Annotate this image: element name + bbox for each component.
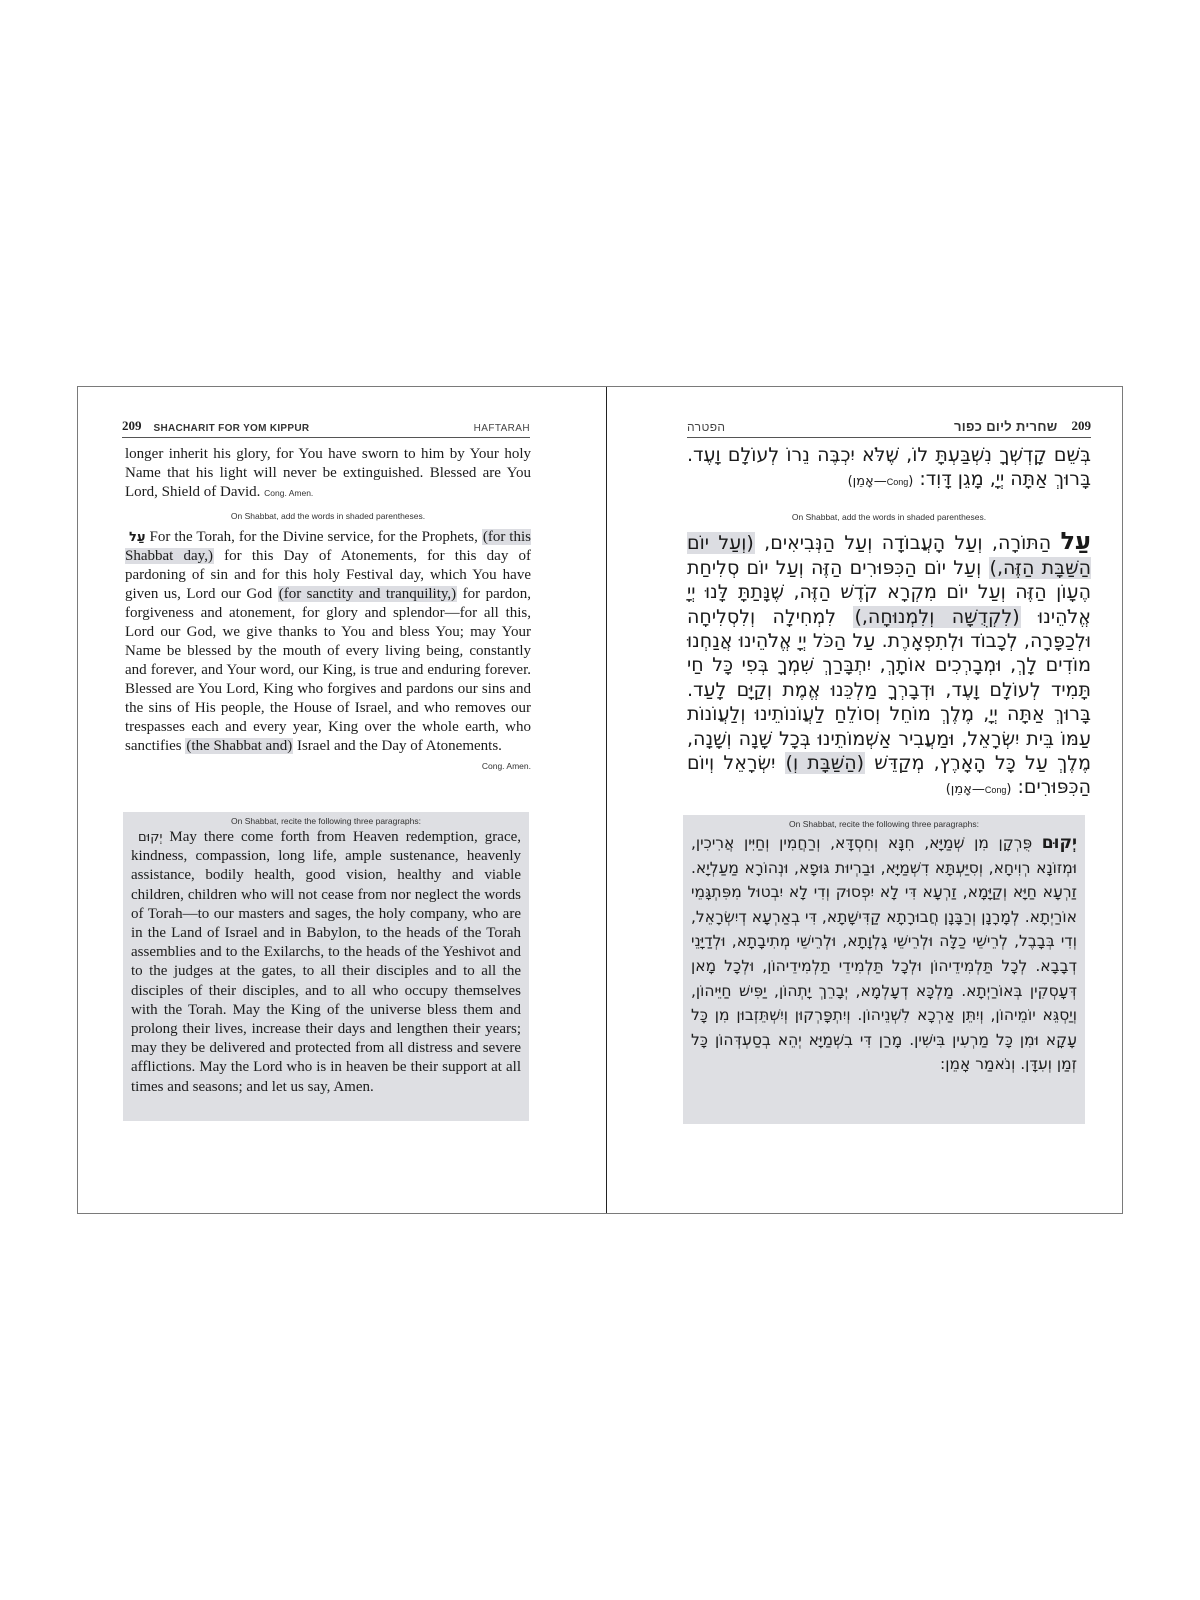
english-page	[78, 387, 606, 1213]
shaded-insertion: (וְעַל יוֹם הַשַּׁבָּת הַזֶּה,)	[687, 532, 1091, 579]
congregation-response: Cong. Amen.	[481, 761, 531, 771]
running-header	[122, 420, 530, 438]
blessing-section	[687, 505, 1091, 803]
shaded-insertion: (לִקְדֻשָּׁה וְלִמְנוּחָה,)	[854, 605, 1020, 628]
text-segment: For the Torah, for the Divine service, for the Prophets,	[145, 529, 482, 545]
shaded-insertion: (הַשַּׁבָּת וְ)	[785, 752, 865, 775]
hebrew-lead-word: עַל	[129, 530, 146, 545]
section-title: HAFTARAH	[473, 423, 530, 434]
text-segment: יִשְׂרָאֵל וְיוֹם הַכִּפּוּרִים:	[687, 752, 1091, 799]
text-segment: לִמְחִילָה וְלִסְלִיחָה וּלְכַפָּרָה, לְכָבוֹד וּלְתִפְאָרֶת. עַל הַכֹּל יְיָ אֱלֹהֵינוּ אֲנַחְנוּ מוֹדִים לָךְ, וּמְבָרְכִים אוֹתָךְ, יִתְבָּרַךְ שִׁמְךָ בְּפִי כָּל חַי תָּמִיד לְעוֹלָם וָעֶד, וּדְבָרְךָ מַלְכֵּנוּ אֱמֶת וְקַיָּם לָעַד. בָּרוּךְ אַתָּה יְיָ, מֶלֶךְ מוֹחֵל וְסוֹלֵחַ לַעֲוֹנוֹתֵינוּ וְלַעֲוֹנוֹת עַמּוֹ בֵּית יִשְׂרָאֵל, וּמַעֲבִיר אַשְׁמוֹתֵינוּ בְּכָל שָׁנָה וְשָׁנָה, מֶלֶךְ עַל כָּל הָאָרֶץ, מְקַדֵּשׁ	[687, 605, 1091, 775]
blessing-paragraph	[125, 528, 531, 756]
congregation-response	[946, 782, 1012, 797]
paragraph-text: בְּשֵׁם קָדְשְׁךָ נִשְׁבַּעְתָּ לוֹ, שֶׁלֹּא יִכְבֶּה נֵרוֹ לְעוֹלָם וָעֶד. בָּרוּךְ אַתָּה יְיָ, מָגֵן דָּוִד:	[687, 444, 1091, 491]
book-spread	[77, 386, 1123, 1214]
blessing-paragraph	[687, 529, 1091, 802]
paren: (	[1006, 782, 1012, 798]
text-segment: הַתּוֹרָה, וְעַל הָעֲבוֹדָה וְעַל הַנְּבִיאִים,	[754, 532, 1061, 555]
opening-paragraph	[687, 443, 1091, 495]
paragraph-text: longer inherit his glory, for You have sworn to him by Your holy Name that his light will never be extinguished. Blessed are You Lord, Shield of David.	[125, 446, 531, 500]
congregation-response: Cong. Amen.	[264, 488, 314, 498]
paren: (	[908, 474, 914, 490]
text-segment: for this Day of Atonements, for this day of pardoning of sin and for this holy Festival day, which You have given us, Lord our God	[125, 548, 532, 602]
rubric-note: On Shabbat, recite the following three paragraphs:	[789, 819, 979, 829]
shaded-insertion: (for sanctity and tranquility,)	[278, 586, 457, 602]
congregation-response	[848, 474, 914, 489]
paragraph-text: פֻּרְקָן מִן שְׁמַיָּא, חִנָּא וְחִסְדָּא, וְרַחֲמִין וְחַיִּין אֲרִיכִין, וּמְזוֹנָא רְוִיחָא, וְסִיַּעְתָּא דִשְׁמַיָּא, וּבַרְיוּת גּוּפָא, וּנְהוֹרָא מַעַלְיָא. זַרְעָא חַיָּא וְקַיָּמָא, זַרְעָא דִּי לָא יִפְסוּק וְדִי לָא יִבְטוּל מִפִּתְגָּמֵי אוֹרַיְתָא. לְמָרָנָן וְרַבָּנָן חֲבוּרָתָא קַדִּישָׁתָא, דִּי בְאַרְעָא דְיִשְׂרָאֵל, וְדִי בְּבָבֶל, לְרֵישֵׁי כַלָּה וּלְרֵישֵׁי גָלְוָתָא, וּלְרֵישֵׁי מְתִיבָתָא, וּלְדַיָּנֵי דְבָבָא. לְכָל תַּלְמִידֵיהוֹן וּלְכָל תַּלְמִידֵי תַלְמִידֵיהוֹן, וּלְכָל מָאן דְּעָסְקִין בְּאוֹרַיְתָא. מַלְכָּא דְעָלְמָא, יְבָרֵךְ יָתְהוֹן, יַפִּישׁ חַיֵּיהוֹן, וְיַסְגֵּא יוֹמֵיהוֹן, וְיִתֵּן אַרְכָא לִשְׁנֵיהוֹן. וְיִתְפָּרְקוּן וְיִשְׁתֵּזְבוּן מִן כָּל עָקָא וּמִן כָּל מַרְעִין בִּישִׁין. מָרַן דִּי בִשְׁמַיָּא יְהֵא בְסַעְדְּהוֹן כָּל זְמַן וְעִדָּן. וְנֹאמַר אָמֵן:	[691, 834, 1077, 1074]
page-number: 209	[1071, 418, 1091, 433]
page-number: 209	[122, 418, 142, 433]
opening-paragraph	[125, 445, 531, 503]
rubric-note: On Shabbat, recite the following three paragraphs:	[231, 816, 421, 826]
text-segment: וְעַל יוֹם הַכִּפּוּרִים הַזֶּה וְעַל יוֹם סְלִיחַת הֶעָוֹן הַזֶּה וְעַל יוֹם מִקְרָא קֹדֶשׁ הַזֶּה, שֶׁנָּתַתָּ לָּנוּ יְיָ אֱלֹהֵינוּ	[687, 556, 1091, 628]
shaded-insertion: (for this Shabbat day,)	[125, 529, 531, 564]
shabbat-shaded-box	[123, 812, 529, 1121]
hebrew-page	[607, 387, 1123, 1213]
section-title: הפטרה	[687, 420, 726, 434]
running-header	[687, 420, 1091, 438]
rubric-note: On Shabbat, add the words in shaded parentheses.	[230, 511, 426, 521]
text-segment: for pardon, forgiveness and atonement, for glory and splendor—for all this, Lord our God, we give thanks to You and bless You; may Your Name be blessed by the mouth of every living being, constantly and forever, and Your word, our King, is true and enduring forever. Blessed are You Lord, King who forgives and pardons our sins and the sins of His people, the House of Israel, and who removes our trespasses each and every year, King over the whole earth, who sanctifies	[125, 586, 531, 754]
yekum-purkan-paragraph	[691, 831, 1077, 1077]
blessing-section	[125, 507, 531, 776]
rubric-note: On Shabbat, add the words in shaded parentheses.	[791, 512, 987, 522]
text-segment: Israel and the Day of Atonements.	[293, 738, 502, 754]
paragraph-text: May there come forth from Heaven redemption, grace, kindness, compassion, long life, ample sustenance, heavenly assistance, bodily health, good vision, healthy and viable children, children who will not cease from nor neglect the words of Torah—to our masters and sages, the holy company, who are in the Land of Israel and in Babylon, to the heads of the Torah assemblies and to the Exilarchs, to the heads of the Yeshivot and to the judges at the gates, to all their disciples and to all the disciples of their disciples, and to all who occupy themselves with the Torah. May the King of the universe bless them and prolong their lives, increase their days and lengthen their years; may they be delivered and protected from all distress and severe afflictions. May the Lord who is in heaven be their support at all times and seasons; and let us say, Amen.	[131, 829, 522, 1095]
running-title: שחרית ליום כפור	[954, 419, 1058, 434]
running-title: SHACHARIT FOR YOM KIPPUR	[153, 423, 310, 434]
shabbat-shaded-box	[683, 815, 1085, 1124]
hebrew-lead-word: עַל	[1060, 527, 1091, 556]
hebrew-lead-word: יְקוּם	[138, 830, 163, 845]
hebrew-lead-word: יְקוּם	[1041, 833, 1077, 853]
cong-label: Cong	[984, 785, 1007, 796]
yekum-purkan-paragraph	[131, 828, 521, 1097]
cong-label: Cong	[886, 477, 909, 488]
amen-text: —אָמֵן)	[847, 474, 887, 490]
shaded-insertion: (the Shabbat and)	[186, 738, 293, 754]
amen-text: —אָמֵן)	[945, 782, 985, 798]
